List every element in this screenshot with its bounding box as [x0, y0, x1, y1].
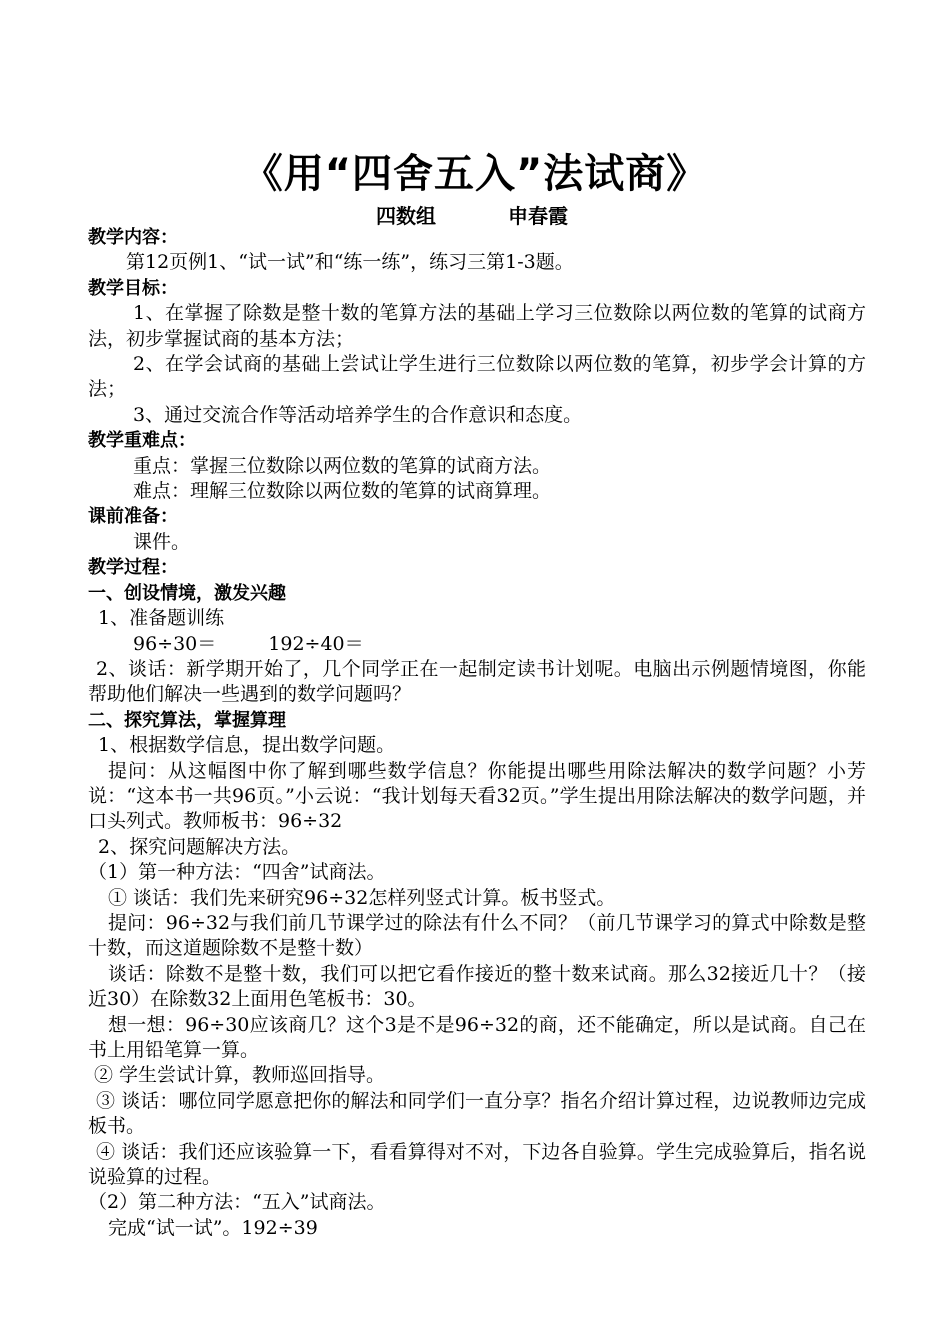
section-heading-content: 教学内容：: [88, 227, 178, 248]
author-name: 申春霞: [508, 204, 568, 228]
method-1-talk: 谈话：除数不是整十数，我们可以把它看作接近的整十数来试商。那么32接近几十？（接近30）在除数32上面用色笔板书：30。: [88, 962, 866, 1011]
content-text: 第12页例1、“试一试”和“练一练”，练习三第1-3题。: [126, 251, 574, 274]
goal-3: 3、通过交流合作等活动培养学生的合作意识和态度。: [133, 403, 583, 426]
warmup-calculations: [88, 632, 866, 657]
warmup-calc-b: 192÷40＝: [268, 632, 364, 655]
method-1-heading: （1）第一种方法：“四舍”试商法。: [88, 861, 386, 884]
section-heading-preparation: 课前准备：: [88, 506, 178, 528]
part-2-item-1: 1、根据数学信息，提出数学问题。: [98, 734, 396, 757]
part-2-heading: 二、探究算法，掌握算理: [88, 709, 286, 731]
part-2-question: 提问：从这幅图中你了解到哪些数学信息？你能提出哪些用除法解决的数学问题？小芳说：“这本书一共96页。”小云说：“我计划每天看32页。”学生提出用除法解决的数学问题，并口头列式。教师板书：96÷32: [88, 759, 866, 833]
part-1-item-1: 1、准备题训练: [98, 607, 225, 630]
method-1-step-2: ② 学生尝试计算，教师巡回指导。: [94, 1064, 386, 1087]
method-1-question: 提问：96÷32与我们前几节课学过的除法有什么不同？（前几节课学习的算式中除数是整十数，而这道题除数不是整十数）: [88, 911, 866, 960]
part-1-item-2: 2、谈话：新学期开始了，几个同学正在一起制定读书计划呢。电脑出示例题情境图，你能帮助他们解决一些遇到的数学问题吗？: [88, 657, 866, 706]
method-2-text: 完成“试一试”。192÷39: [108, 1216, 318, 1239]
method-1-step-1: ① 谈话：我们先来研究96÷32怎样列竖式计算。板书竖式。: [108, 886, 616, 909]
goal-1: 1、在掌握了除数是整十数的笔算方法的基础上学习三位数除以两位数的笔算的试商方法，初步掌握试商的基本方法；: [88, 302, 866, 350]
part-1-heading: 一、创设情境，激发兴趣: [88, 582, 286, 604]
method-1-step-4: ④ 谈话：我们还应该验算一下，看看算得对不对，下边各自验算。学生完成验算后，指名说说验算的过程。: [88, 1140, 866, 1189]
preparation-text: 课件。: [133, 530, 191, 553]
document-body: [88, 225, 866, 1241]
goal-2: 2、在学会试商的基础上尝试让学生进行三位数除以两位数的笔算，初步学会计算的方法；: [88, 353, 866, 401]
section-heading-key-points: 教学重难点：: [88, 430, 196, 452]
key-point: 重点：掌握三位数除以两位数的笔算的试商方法。: [133, 454, 552, 477]
section-heading-goals: 教学目标：: [88, 277, 178, 299]
method-2-heading: （2）第二种方法：“五入”试商法。: [88, 1191, 386, 1214]
part-2-item-2: 2、探究问题解决方法。: [98, 835, 301, 858]
author-line: [0, 200, 950, 228]
method-1-think: 想一想：96÷30应该商几？这个3是不是96÷32的商，还不能确定，所以是试商。自己在书上用铅笔算一算。: [88, 1013, 866, 1061]
difficult-point: 难点：理解三位数除以两位数的笔算的试商算理。: [133, 480, 552, 503]
warmup-calc-a: 96÷30＝: [133, 632, 217, 655]
method-1-step-3: ③ 谈话：哪位同学愿意把你的解法和同学们一直分享？指名介绍计算过程，边说教师边完成板书。: [88, 1089, 866, 1138]
author-group: 四数组: [376, 204, 436, 228]
document-title: 《用“四舍五入”法试商》: [242, 151, 708, 197]
section-heading-process: 教学过程：: [88, 557, 178, 579]
